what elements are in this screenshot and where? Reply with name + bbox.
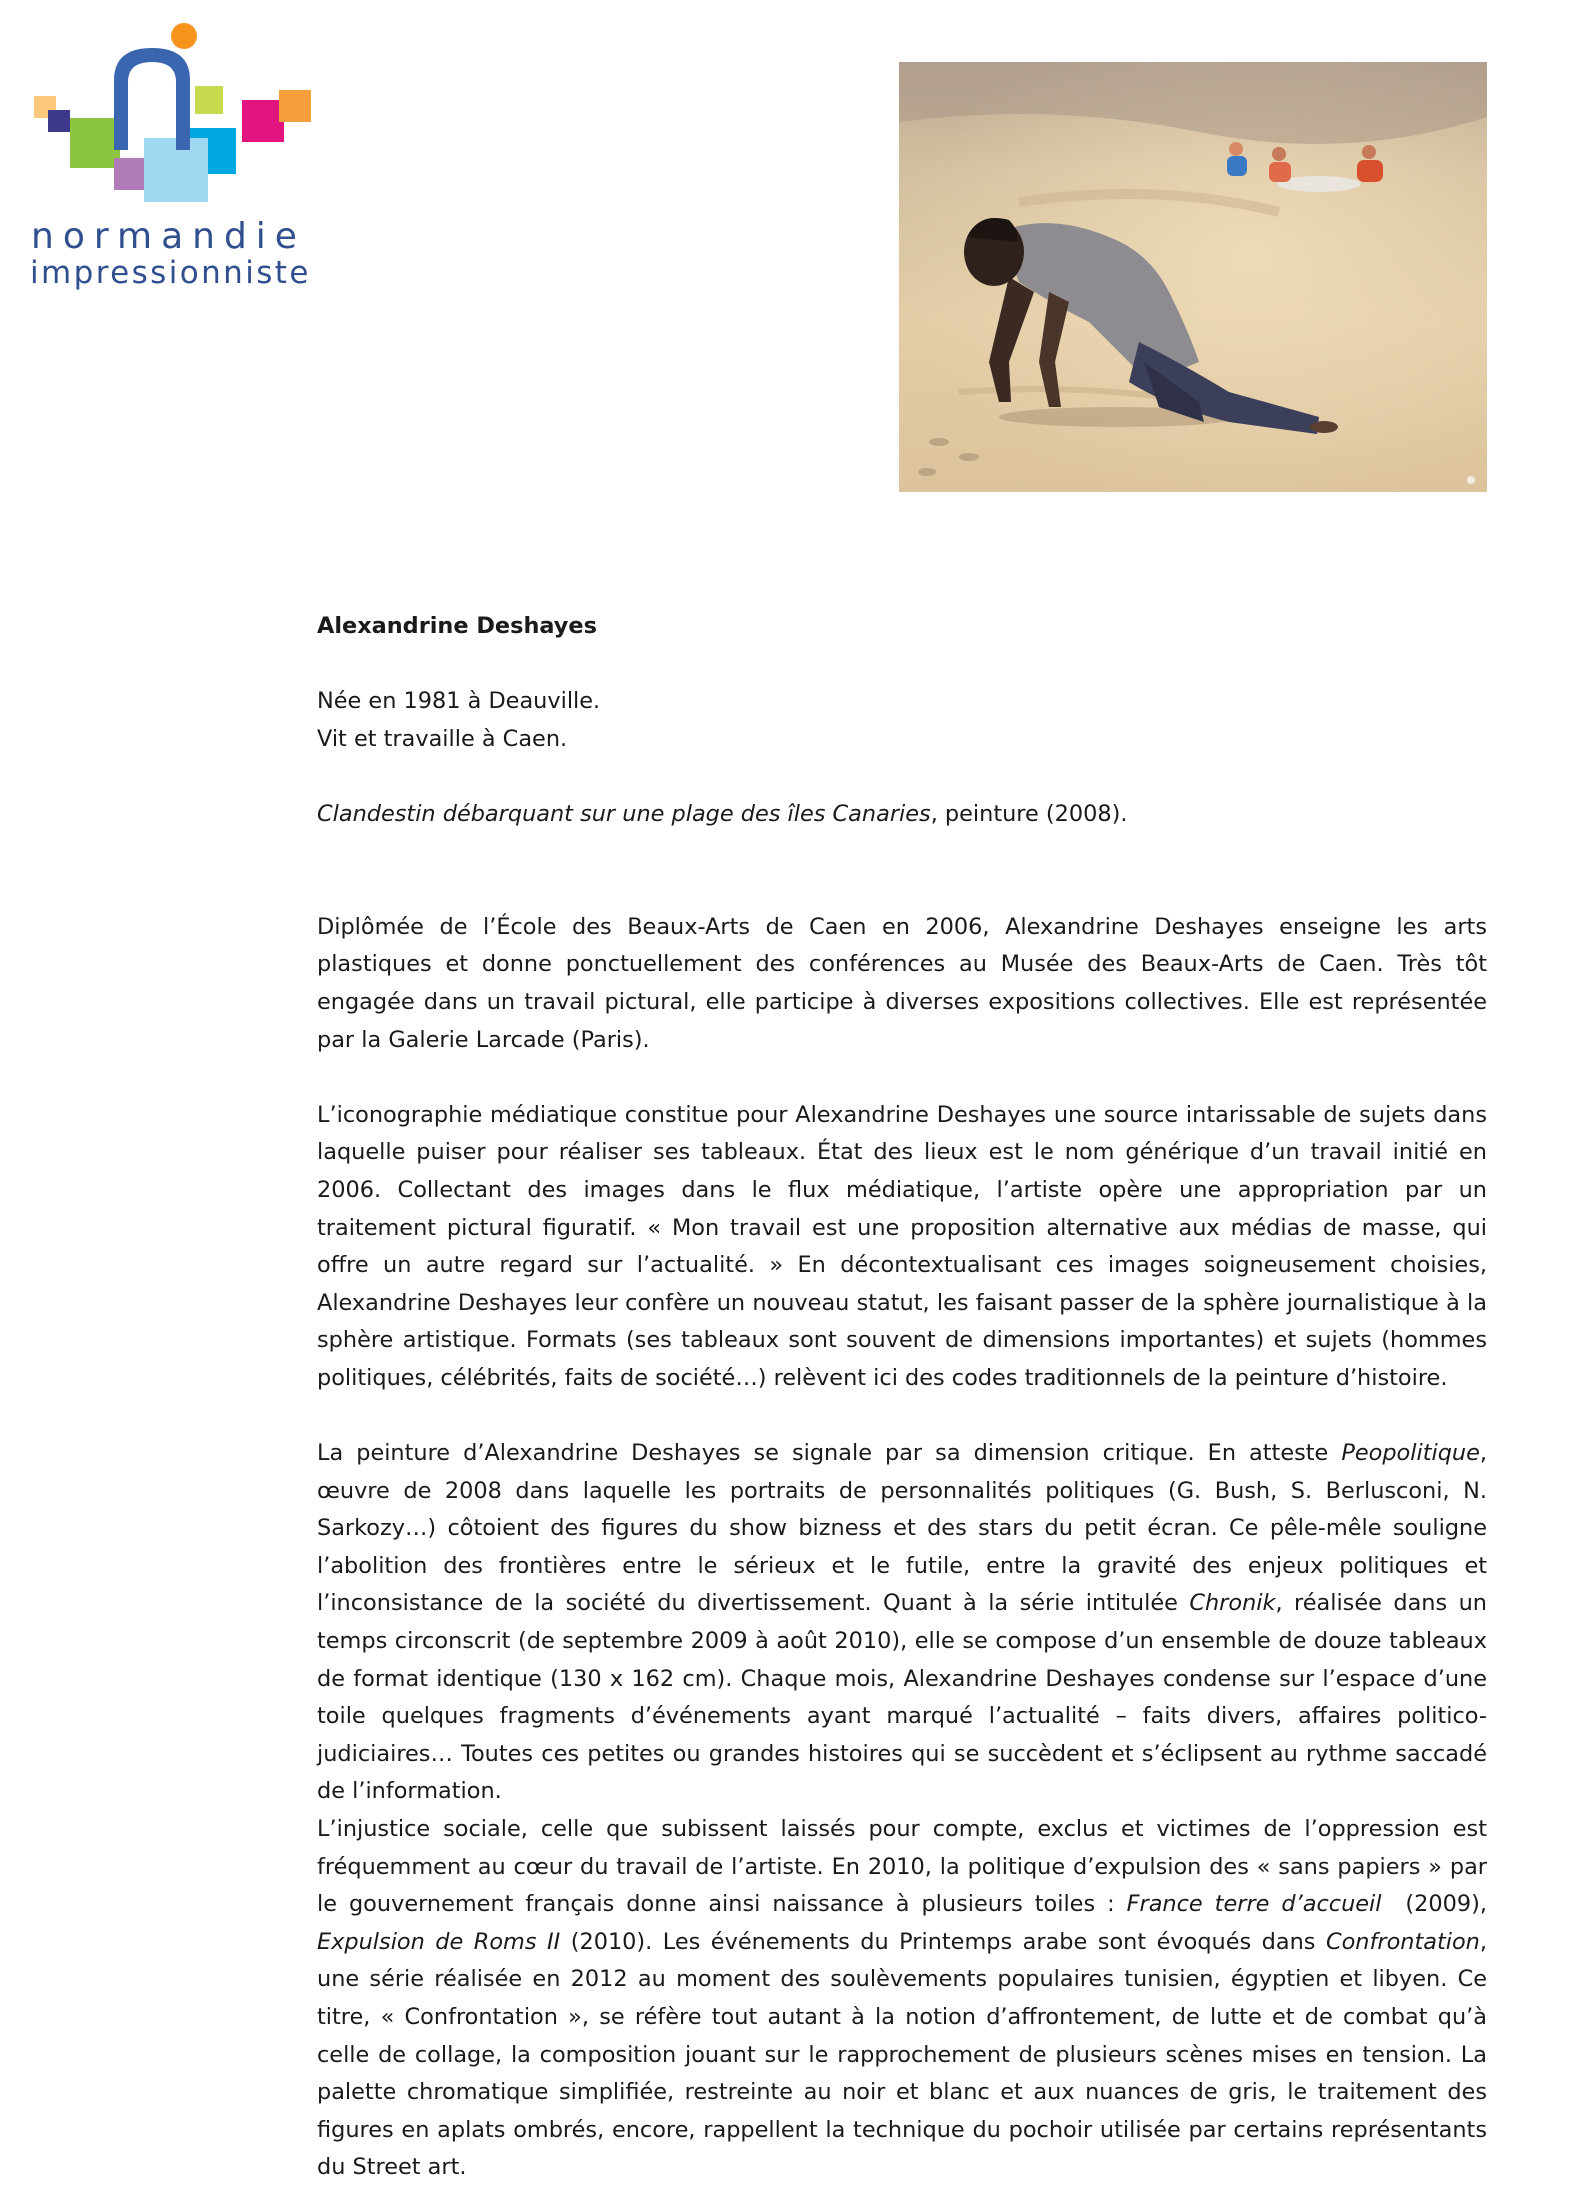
paragraph-4-text: (2010). Les événements du Printemps arabe sont évoqués dans bbox=[560, 1928, 1326, 1955]
work-title-peopolitique: Peopolitique bbox=[1341, 1440, 1480, 1467]
birth-info: Née en 1981 à Deauville. bbox=[317, 688, 601, 715]
work-title-expulsion: Expulsion de Roms II bbox=[317, 1928, 561, 1955]
paragraph-3-text: , œuvre de 2008 dans laquelle les portraits de personnalités politiques (G. Bush, S. Berlusconi, N. Sarkozy…) côtoient des figures du show bizness et des stars du petit écran. Ce pêle-mêle souligne l’abolition des frontières entre le sérieux et le futile, entre la gravité des enjeux politiques et l’inconsistance de la société du divertissement. Quant à la série intitulée bbox=[317, 1440, 1487, 1617]
paragraph-4-text: , une série réalisée en 2012 au moment des soulèvements populaires tunisien, égyptien et libyen. Ce titre, « Confrontation », se réfère tout autant à la notion d’affrontement, de lutte et de combat qu’à celle de collage, la composition jouant sur le rapprochement de plusieurs scènes mises en tension. La palette chromatique simplifiée, restreinte au noir et blanc et aux nuances de gris, le traitement des figures en aplats ombrés, encore, rappellent la technique du pochoir utilisée par certains représentants du Street art. bbox=[317, 1928, 1487, 2181]
paragraph-3-text: , réalisée dans un temps circonscrit (de septembre 2009 à août 2010), elle se compose d’un ensemble de douze tableaux de format identique (130 x 162 cm). Chaque mois, Alexandrine Deshayes condense sur l’espace d’une toile quelques fragments d’événements ayant marqué l’actualité – faits divers, affaires politico-judiciaires… Toutes ces petites ou grandes histoires qui se succèdent et s’éclipsent au rythme saccadé de l’information. bbox=[317, 1590, 1487, 1805]
paragraph-4-text: (2009), bbox=[1381, 1891, 1495, 1918]
article bbox=[317, 608, 1495, 2187]
logo-line-normandie: normandie bbox=[31, 216, 306, 257]
paragraph-4-text: L’injustice sociale, celle que subissent laissés pour compte, exclus et victimes de l’oppression est fréquemment au cœur du travail de l’artiste. En 2010, la politique d’expulsion des « sans papiers » par le gouvernement français donne ainsi naissance à plusieurs toiles : bbox=[317, 1816, 1487, 1918]
residence-info: Vit et travaille à Caen. bbox=[317, 725, 568, 752]
work-info: , peinture (2008). bbox=[930, 800, 1128, 827]
normandie-impressionniste-logo bbox=[30, 18, 330, 308]
painting-image bbox=[899, 62, 1487, 492]
logo-line-impressionniste: impressionniste bbox=[30, 255, 311, 291]
work-title-chronik: Chronik bbox=[1189, 1590, 1276, 1617]
work-title-confrontation: Confrontation bbox=[1325, 1928, 1480, 1955]
work-title-france-terre: France terre d’accueil bbox=[1126, 1891, 1382, 1918]
paragraph-3 bbox=[317, 1435, 1487, 1811]
paragraph-2: L’iconographie médiatique constitue pour Alexandrine Deshayes une source intarissable de sujets dans laquelle puiser pour réaliser ses tableaux. État des lieux est le nom générique d’un travail initié en 2006. Collectant des images dans le flux médiatique, l’artiste opère une appropriation par un traitement pictural figuratif. « Mon travail est une proposition alternative aux médias de masse, qui offre un autre regard sur l’actualité. » En décontextualisant ces images soigneusement choisies, Alexandrine Deshayes leur confère un nouveau statut, les faisant passer de la sphère journalistique à la sphère artistique. Formats (ses tableaux sont souvent de dimensions importantes) et sujets (hommes politiques, célébrités, faits de société…) relèvent ici des codes traditionnels de la peinture d’histoire. bbox=[317, 1101, 1487, 1391]
artist-name: Alexandrine Deshayes bbox=[317, 613, 597, 639]
logo-mark-icon bbox=[30, 18, 330, 218]
work-title: Clandestin débarquant sur une plage des îles Canaries bbox=[317, 800, 931, 827]
work-caption bbox=[317, 796, 1487, 834]
paragraph-1: Diplômée de l’École des Beaux-Arts de Caen en 2006, Alexandrine Deshayes enseigne les arts plastiques et donne ponctuellement des conférences au Musée des Beaux-Arts de Caen. Très tôt engagée dans un travail pictural, elle participe à diverses expositions collectives. Elle est représentée par la Galerie Larcade (Paris). bbox=[317, 913, 1487, 1053]
logo-text bbox=[30, 218, 330, 290]
paragraph-3-text: La peinture d’Alexandrine Deshayes se signale par sa dimension critique. En atteste bbox=[317, 1440, 1342, 1467]
